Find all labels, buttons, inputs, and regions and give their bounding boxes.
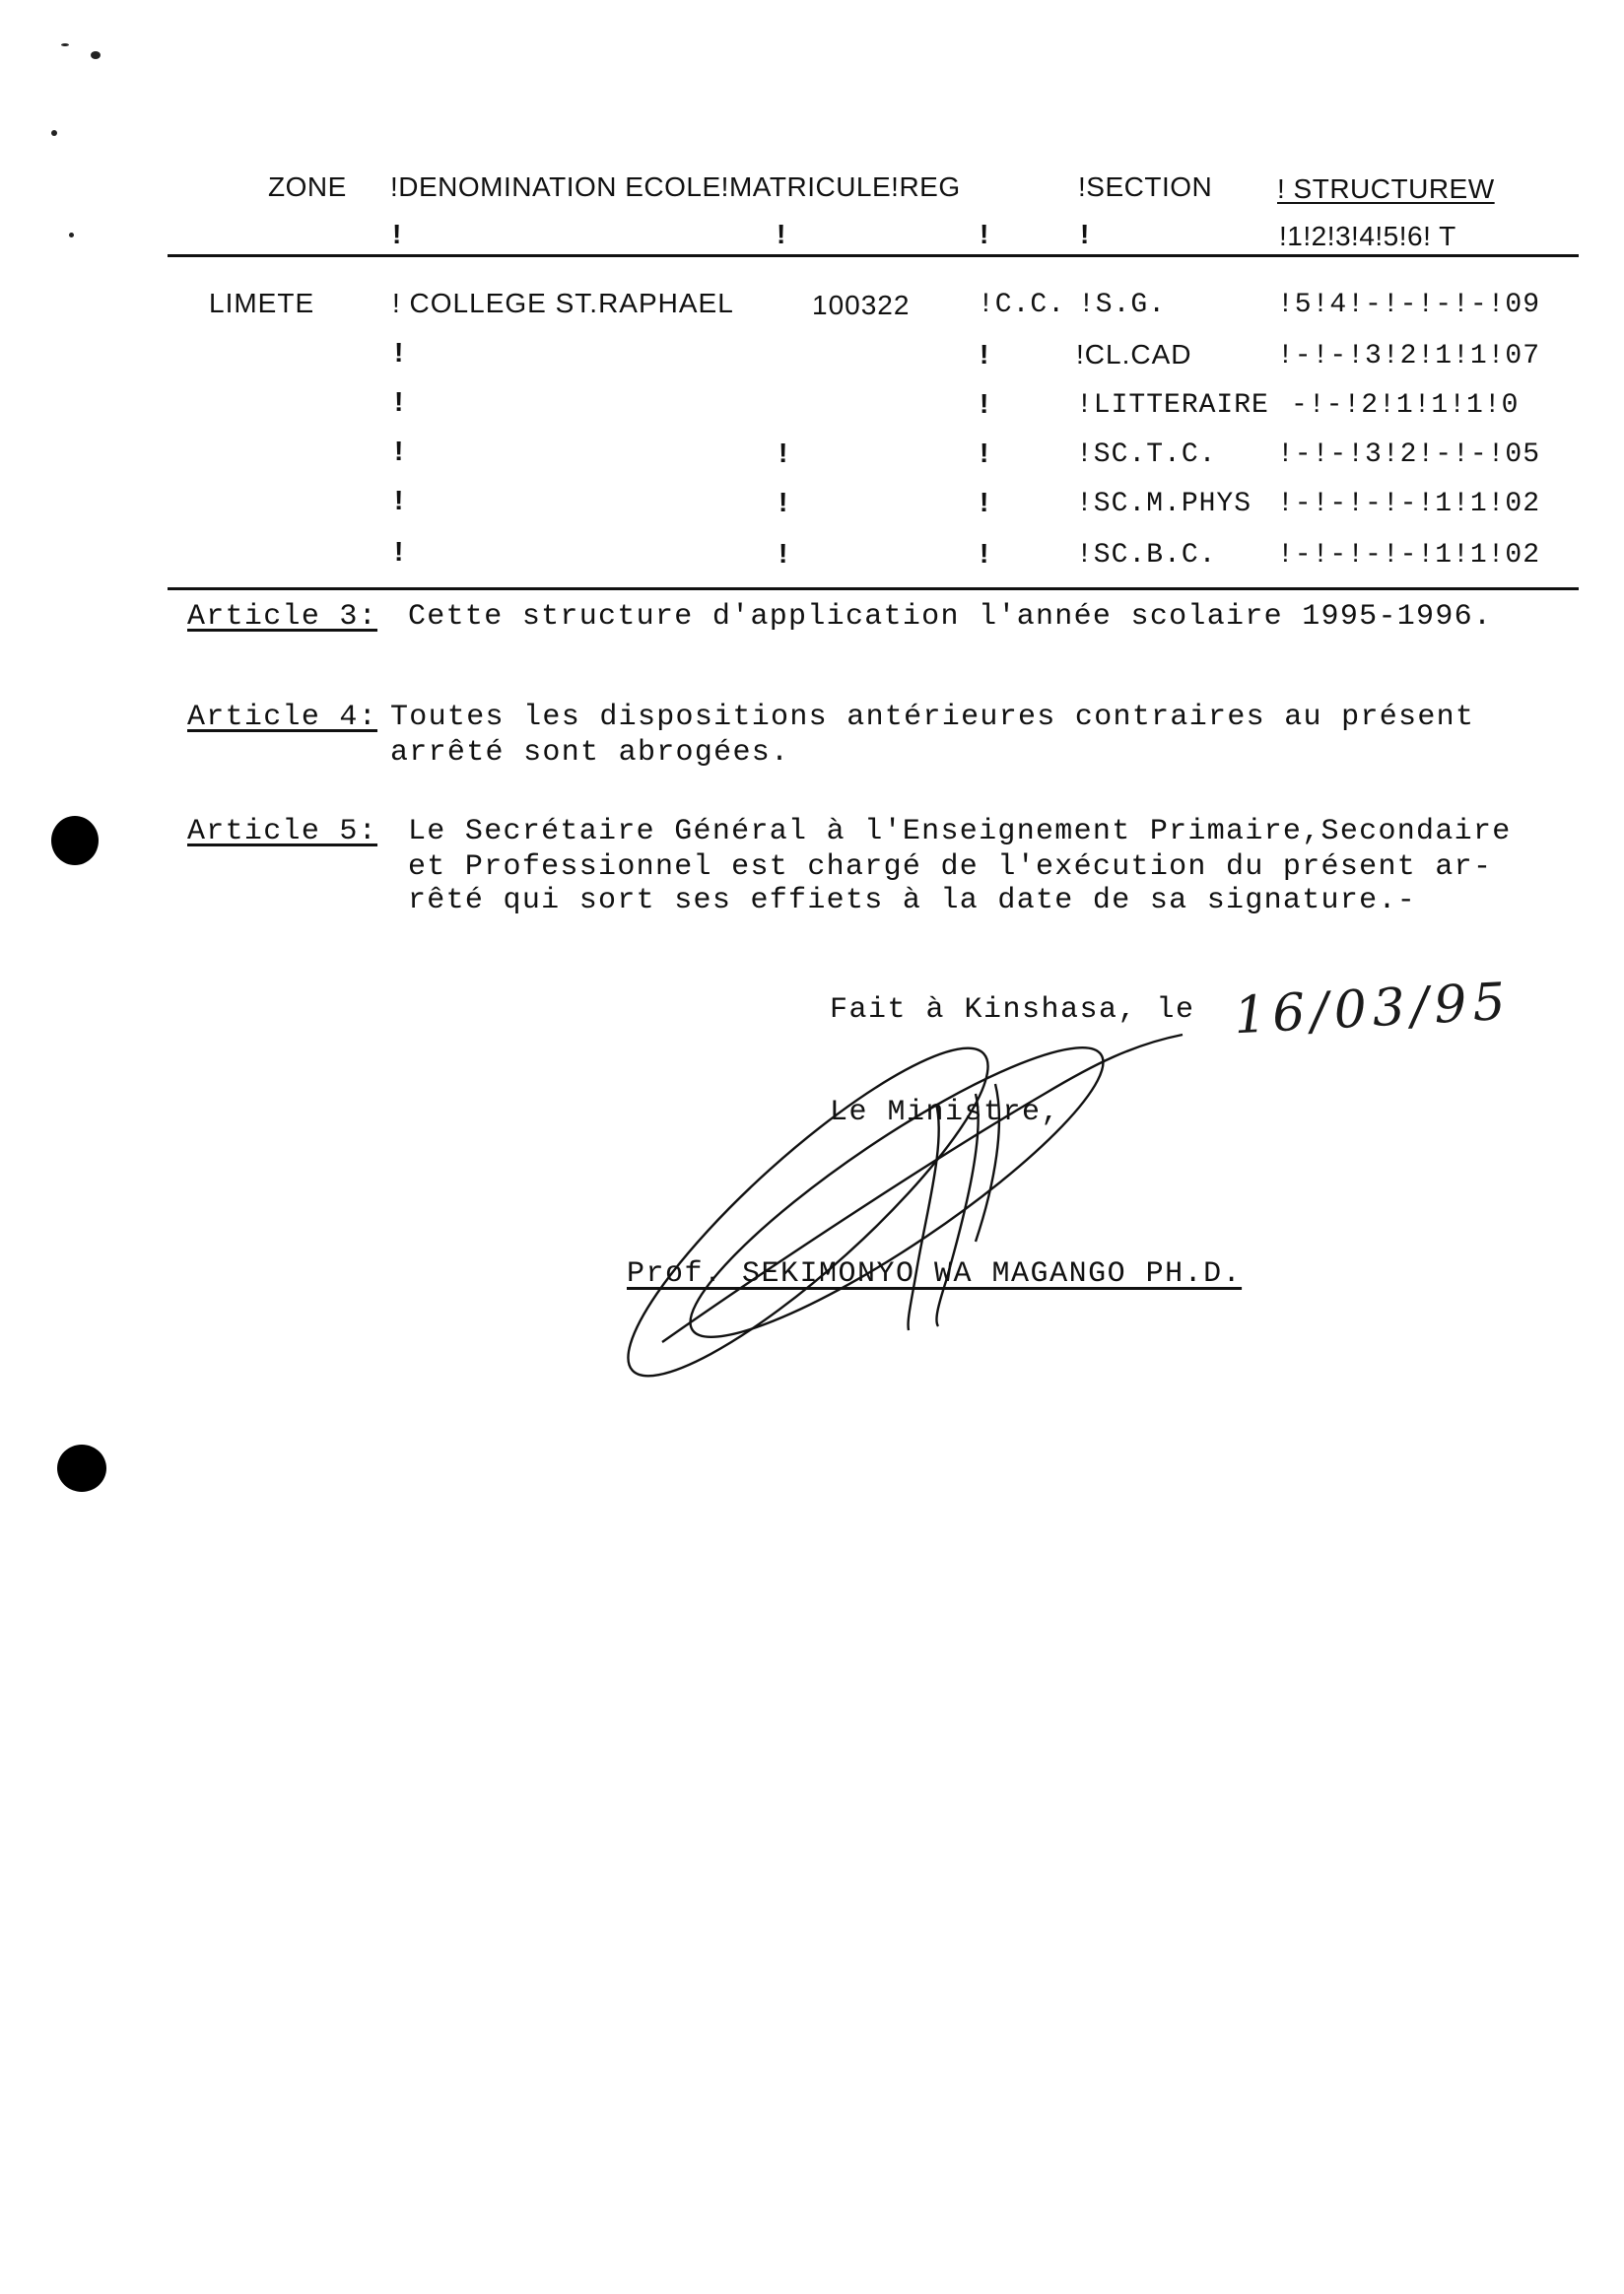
header-sep: ! [980,219,989,249]
scan-speck [91,51,101,59]
table-sep: ! [394,536,404,567]
ink-blot [51,816,99,865]
header-section: !SECTION [1078,171,1213,202]
article-label: Article 3: [187,600,378,634]
table-cell-section: !SC.B.C. [1076,540,1217,571]
table-sep: ! [394,436,404,466]
header-zone: ZONE [268,171,347,202]
handwritten-date: 16/03/95 [1232,972,1513,1046]
table-sep: ! [980,339,989,370]
header-structure-columns: !1!2!3!4!5!6! T [1279,221,1456,251]
table-cell-section: !SC.M.PHYS [1076,489,1252,519]
table-cell-zone: LIMETE [209,288,315,318]
table-cell-section: !LITTERAIRE [1076,390,1269,421]
table-cell-section: !CL.CAD [1076,339,1192,370]
table-sep: ! [394,386,404,417]
table-sep: ! [394,337,404,368]
header-sep: ! [1080,219,1090,249]
table-cell-reg: !C.C. [978,290,1066,320]
place-and-date-label: Fait à Kinshasa, le [830,993,1195,1027]
table-sep: ! [394,485,404,515]
table-sep: ! [778,487,788,517]
header-denomination: !DENOMINATION ECOLE!MATRICULE!REG [390,171,961,202]
header-sep: ! [777,219,786,249]
header-sep: ! [392,219,402,249]
scan-speck [51,130,57,136]
article-text-line: arrêté sont abrogées. [390,736,790,770]
table-sep: ! [980,388,989,419]
table-cell-structure: !-!-!-!-!1!1!02 [1277,489,1541,519]
minister-title: Le Ministre, [830,1096,1061,1129]
ink-blot [57,1445,106,1492]
table-cell-matricule: 100322 [812,290,911,320]
article-text-line: rêté qui sort ses effiets à la date de sa signature.- [408,884,1417,917]
table-cell-section: !S.G. [1078,290,1167,320]
article-text-line: et Professionnel est chargé de l'exécution du présent ar- [408,850,1493,884]
article-label: Article 5: [187,815,378,848]
article-text-line: Le Secrétaire Général à l'Enseignement Primaire,Secondaire [408,815,1512,848]
table-sep: ! [778,438,788,468]
scan-speck [61,43,69,46]
header-structure: ! STRUCTUREW [1277,173,1495,204]
table-top-rule [168,254,1579,257]
table-cell-school: ! COLLEGE ST.RAPHAEL [392,288,734,318]
table-bottom-rule [168,587,1579,590]
minister-name: Prof. SEKIMONYO WA MAGANGO PH.D. [627,1257,1243,1291]
article-text-line: Cette structure d'application l'année scolaire 1995-1996. [408,600,1493,634]
table-sep: ! [778,538,788,569]
scan-speck [69,233,74,237]
article-text-line: Toutes les dispositions antérieures contraires au présent [390,701,1475,734]
table-cell-structure: !-!-!-!-!1!1!02 [1277,540,1541,571]
table-cell-section: !SC.T.C. [1076,439,1217,470]
table-cell-structure: !-!-!3!2!-!-!05 [1277,439,1541,470]
table-cell-structure: -!-!2!1!1!1!0 [1291,390,1520,421]
table-cell-structure: !-!-!3!2!1!1!07 [1277,341,1541,371]
table-cell-structure: !5!4!-!-!-!-!09 [1277,290,1541,320]
article-label: Article 4: [187,701,378,734]
table-sep: ! [980,538,989,569]
table-sep: ! [980,487,989,517]
table-sep: ! [980,438,989,468]
